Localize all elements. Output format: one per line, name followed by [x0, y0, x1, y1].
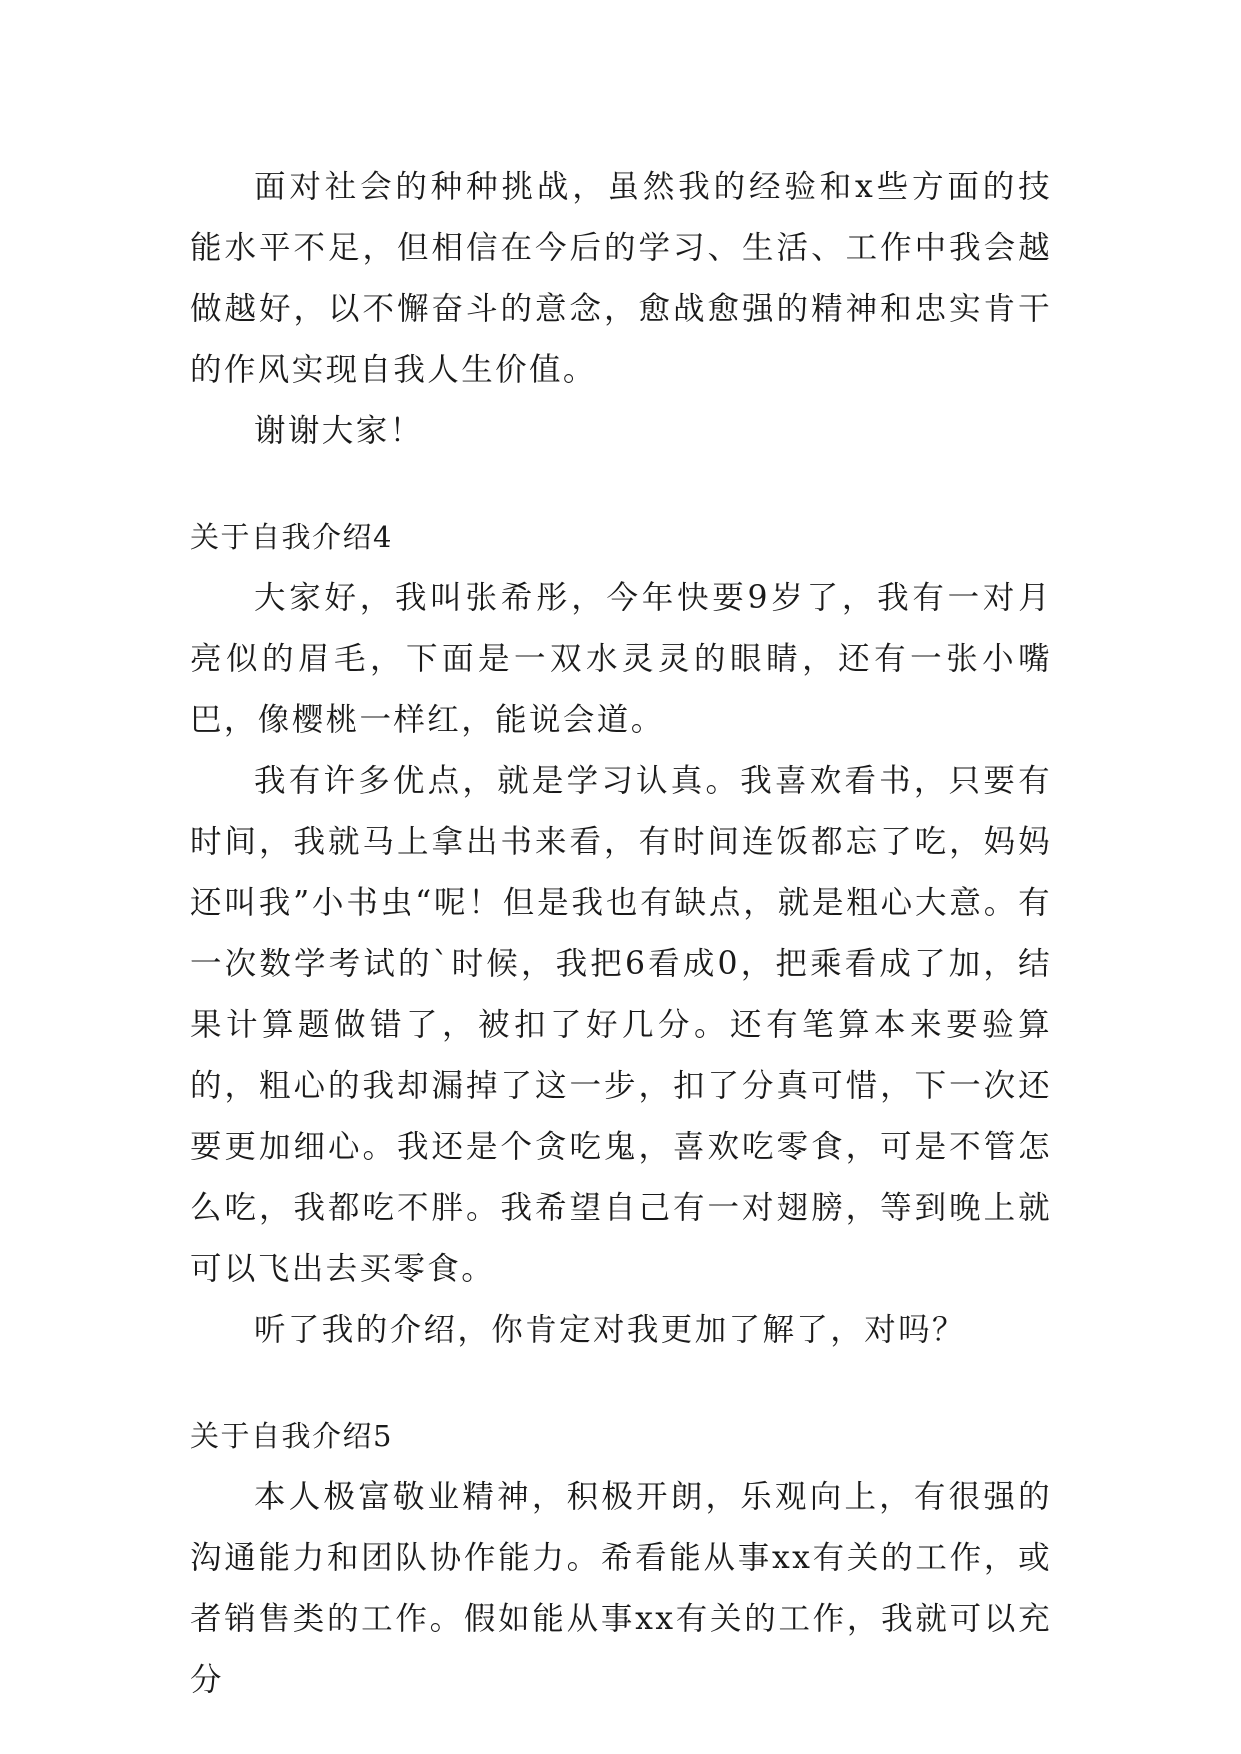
paragraph-strengths-weaknesses: 我有许多优点，就是学习认真。我喜欢看书，只要有时间，我就马上拿出书来看，有时间连饭都忘了吃，妈妈还叫我”小书虫“呢！但是我也有缺点，就是粗心大意。有一次数学考试的`时候，我把6看成0，把乘看成了加，结果计算题做错了，被扣了好几分。还有笔算本来要验算的，粗心的我却漏掉了这一步，扣了分真可惜，下一次还要更加细心。我还是个贪吃鬼，喜欢吃零食，可是不管怎么吃，我都吃不胖。我希望自己有一对翅膀，等到晚上就可以飞出去买零食。	[190, 763, 1052, 1287]
paragraph-closing-statement: 面对社会的种种挑战，虽然我的经验和x些方面的技能水平不足，但相信在今后的学习、生活、工作中我会越做越好，以不懈奋斗的意念，愈战愈强的精神和忠实肯干的作风实现自我人生价值。	[190, 169, 1052, 388]
section-heading-4: 关于自我介绍4	[190, 520, 393, 554]
section-heading-5: 关于自我介绍5	[190, 1419, 393, 1453]
paragraph-thanks: 谢谢大家！	[254, 413, 424, 449]
paragraph-appearance: 大家好，我叫张希彤，今年快要9岁了，我有一对月亮似的眉毛，下面是一双水灵灵的眼睛，还有一张小嘴巴，像樱桃一样红，能说会道。	[190, 580, 1052, 738]
document-page	[190, 157, 1052, 1711]
paragraph-work-attitude: 本人极富敬业精神，积极开朗，乐观向上，有很强的沟通能力和团队协作能力。希看能从事xx有关的工作，或者销售类的工作。假如能从事xx有关的工作，我就可以充分	[190, 1479, 1052, 1698]
paragraph-conclusion: 听了我的介绍，你肯定对我更加了解了，对吗？	[254, 1312, 966, 1348]
